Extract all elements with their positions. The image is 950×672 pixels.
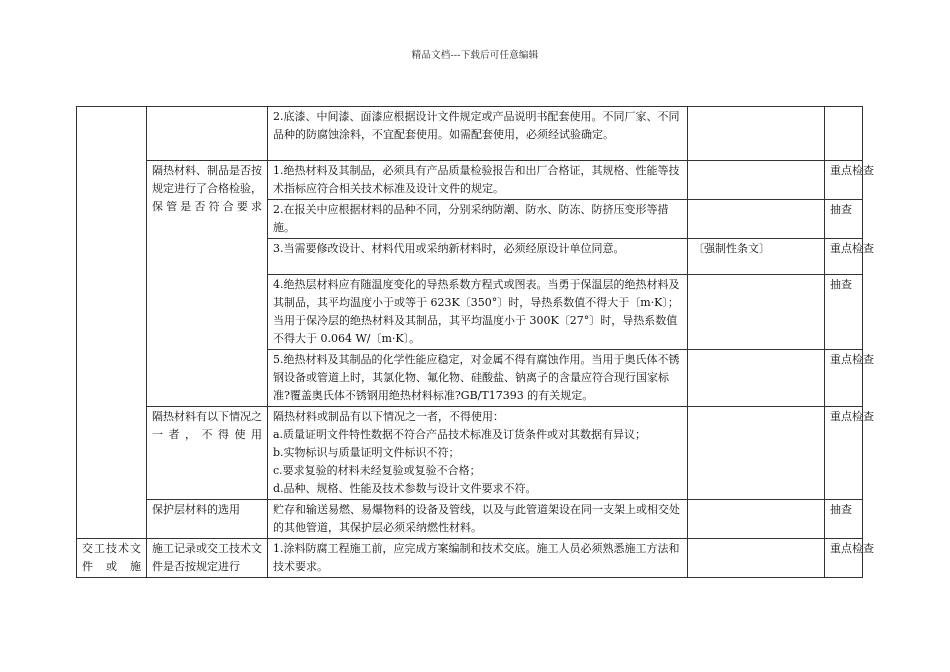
note-cell (688, 539, 825, 578)
note-cell (688, 350, 825, 407)
method-cell: 重点检查 (825, 407, 863, 500)
content-cell: 2.在报关中应根据材料的品种不同，分别采纳防潮、防水、防冻、防挤压变形等措施。 (268, 200, 688, 239)
table-row (77, 407, 863, 500)
note-cell (688, 161, 825, 200)
method-cell: 重点检查 (825, 161, 863, 200)
check-cell-empty (147, 107, 268, 161)
method-cell: 抽查 (825, 200, 863, 239)
content-line: 隔热材料或制品有以下情况之一者，不得使用： (273, 410, 504, 423)
check-cell: 施工记录或交工技术文件是否按规定进行 (147, 539, 268, 578)
check-cell: 保护层材料的选用 (147, 500, 268, 539)
method-cell: 重点检查 (825, 539, 863, 578)
inspection-table (76, 106, 874, 578)
content-line: b.实物标识与质量证明文件标识不符； (273, 446, 460, 459)
content-cell: 3.当需要修改设计、材料代用或采纳新材料时，必须经原设计单位同意。 (268, 239, 688, 275)
content-cell: 4.绝热层材料应有随温度变化的导热系数方程式或图表。当勇于保温层的绝热材料及其制品，其平均温度小于或等于 623K〔350°〕时，导热系数值不得大于〔m·K〕；当用于保冷层的绝热材料及其制品，其平均温度小于 300K〔27°〕时，导热系数值不得大于 0.064 W/〔m·K〕。 (268, 275, 688, 350)
note-cell (688, 200, 825, 239)
method-cell: 重点检查 (825, 350, 863, 407)
method-cell (825, 107, 863, 161)
table-row (77, 107, 863, 161)
page-header: 精品文档---下载后可任意编辑 (411, 50, 539, 61)
item-cell-empty (77, 107, 147, 539)
content-cell (268, 407, 688, 500)
method-cell: 抽查 (825, 275, 863, 350)
method-cell: 重点检查 (825, 239, 863, 275)
method-cell: 抽查 (825, 500, 863, 539)
content-line: a.质量证明文件特性数据不符合产品技术标准及订货条件或对其数据有异议； (273, 428, 647, 441)
note-cell (688, 500, 825, 539)
content-line: c.要求复验的材料未经复验或复验不合格； (273, 464, 481, 477)
mandatory-note: 〔强制性条文〕 (688, 239, 825, 275)
content-cell: 贮存和输送易燃、易爆物料的设备及管线，以及与此管道架设在同一支架上或相交处的其他管道，其保护层必须采纳燃性材料。 (268, 500, 688, 539)
content-cell: 1.涂料防腐工程施工前，应完成方案编制和技术交底。施工人员必须熟悉施工方法和技术要求。 (268, 539, 688, 578)
content-cell: 5.绝热材料及其制品的化学性能应稳定，对金属不得有腐蚀作用。当用于奥氏体不锈钢设备或管道上时，其氯化物、氟化物、硅酸盐、钠离子的含量应符合现行国家标准?覆盖奥氏体不锈钢用绝热材料标准?GB/T17393 的有关规定。 (268, 350, 688, 407)
check-cell: 隔热材料、制品是否按规定进行了合格检验，保管是否符合要求 (147, 161, 268, 407)
note-cell (688, 275, 825, 350)
note-cell (688, 407, 825, 500)
table-row (77, 539, 863, 578)
note-cell (688, 107, 825, 161)
content-line: d.品种、规格、性能及技术参数与设计文件要求不符。 (273, 482, 537, 495)
check-cell: 隔热材料有以下情况之一者，不得使用 (147, 407, 268, 500)
content-cell: 1.绝热材料及其制品，必须具有产品质量检验报告和出厂合格证，其规格、性能等技术指标应符合相关技术标准及设计文件的规定。 (268, 161, 688, 200)
item-cell: 交工技术文件或施 (77, 539, 147, 578)
table-row (77, 500, 863, 539)
content-cell: 2.底漆、中间漆、面漆应根据设计文件规定或产品说明书配套使用。不同厂家、不同品种的防腐蚀涂料，不宜配套使用。如需配套使用，必须经试验确定。 (268, 107, 688, 161)
table-row (77, 161, 863, 200)
